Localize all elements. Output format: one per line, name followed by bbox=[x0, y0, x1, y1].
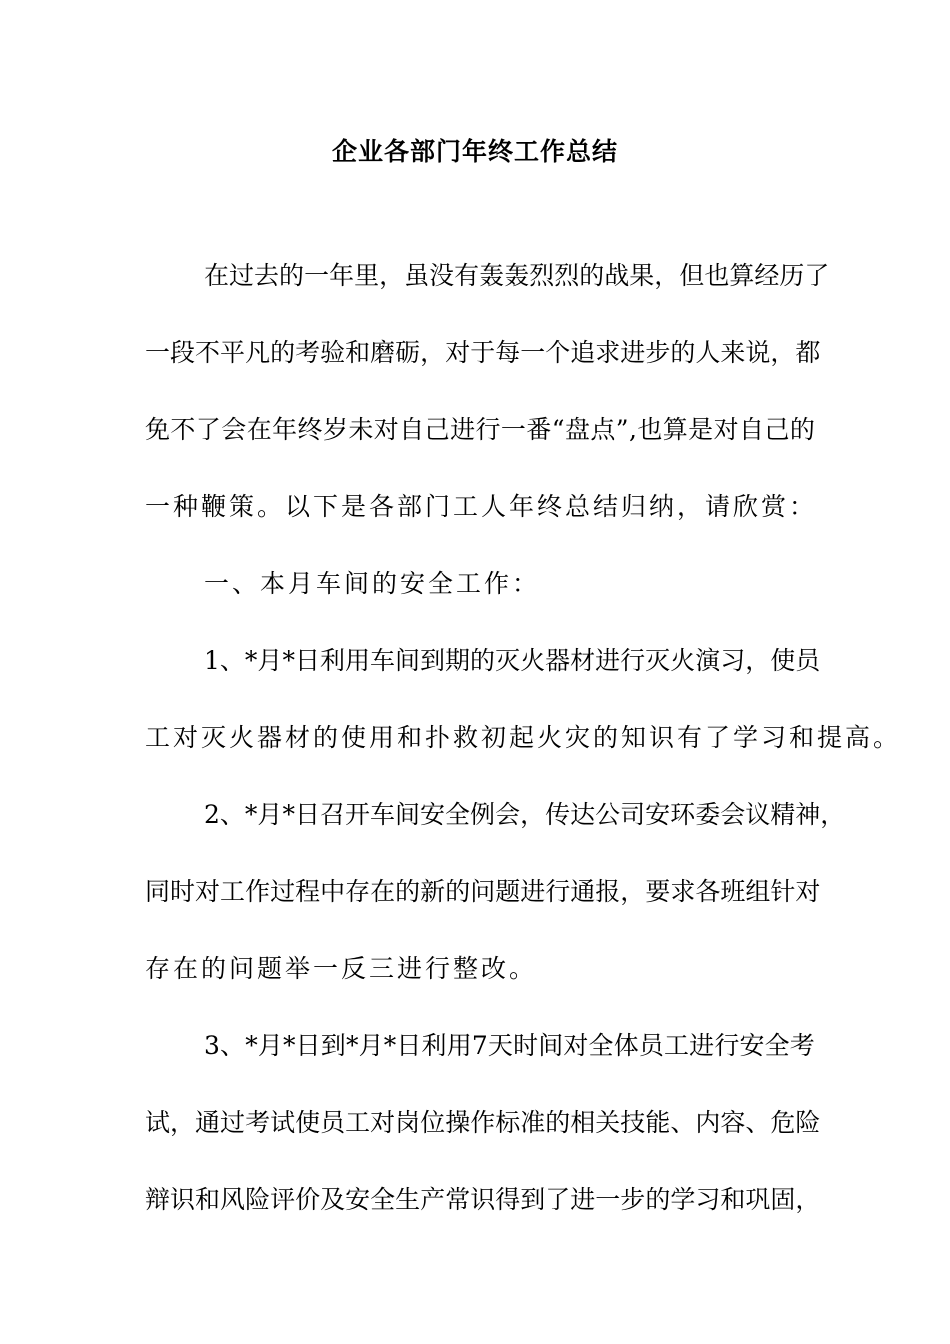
body-line: 工对灭火器材的使用和扑救初起火灾的知识有了学习和提高。 bbox=[145, 723, 902, 752]
body-line: 一 段 不 平 凡 的 考 验 和 磨 砺 ， 对 于 每 一 个 追 求 进 步 的 人 来 说 ， 都 bbox=[145, 338, 821, 367]
document-title: 企业各部门年终工作总结 bbox=[331, 137, 618, 166]
body-line: 存在的问题举一反三进行整改。 bbox=[145, 954, 538, 983]
body-line: 一种鞭策。以下是各部门工人年终总结归纳，请欣赏： bbox=[145, 492, 818, 521]
body-line: 试 ， 通 过 考 试 使 员 工 对 岗 位 操 作 标 准 的 相 关 技 能 、 内 容 、 危 险 bbox=[145, 1108, 821, 1137]
body-line: 1 、 * 月 * 日 利 用 车 间 到 期 的 灭 火 器 材 进 行 灭 火 演 习 ， 使 员 bbox=[204, 646, 821, 675]
body-line: 免 不 了 会 在 年 终 岁 未 对 自 己 进 行 一 番 “ 盘 点 ” , 也 算 是 对 自 己 的 bbox=[145, 415, 815, 444]
body-line: 一、本月车间的安全工作： bbox=[204, 569, 541, 598]
body-line: 3 、 * 月 * 日 到 * 月 * 日 利 用 7 天 时 间 对 全 体 员 工 进 行 安 全 考 bbox=[204, 1031, 815, 1060]
body-line: 在 过 去 的 一 年 里 ， 虽 没 有 轰 轰 烈 烈 的 战 果 ， 但 也 算 经 历 了 bbox=[204, 261, 830, 290]
body-line: 2 、 * 月 * 日 召 开 车 间 安 全 例 会 ， 传 达 公 司 安 环 委 会 议 精 神 ， bbox=[204, 800, 846, 829]
body-line: 同 时 对 工 作 过 程 中 存 在 的 新 的 问 题 进 行 通 报 ， 要 求 各 班 组 针 对 bbox=[145, 877, 821, 906]
body-line: 辩 识 和 风 险 评 价 及 安 全 生 产 常 识 得 到 了 进 一 步 的 学 习 和 巩 固 ， bbox=[145, 1185, 821, 1214]
